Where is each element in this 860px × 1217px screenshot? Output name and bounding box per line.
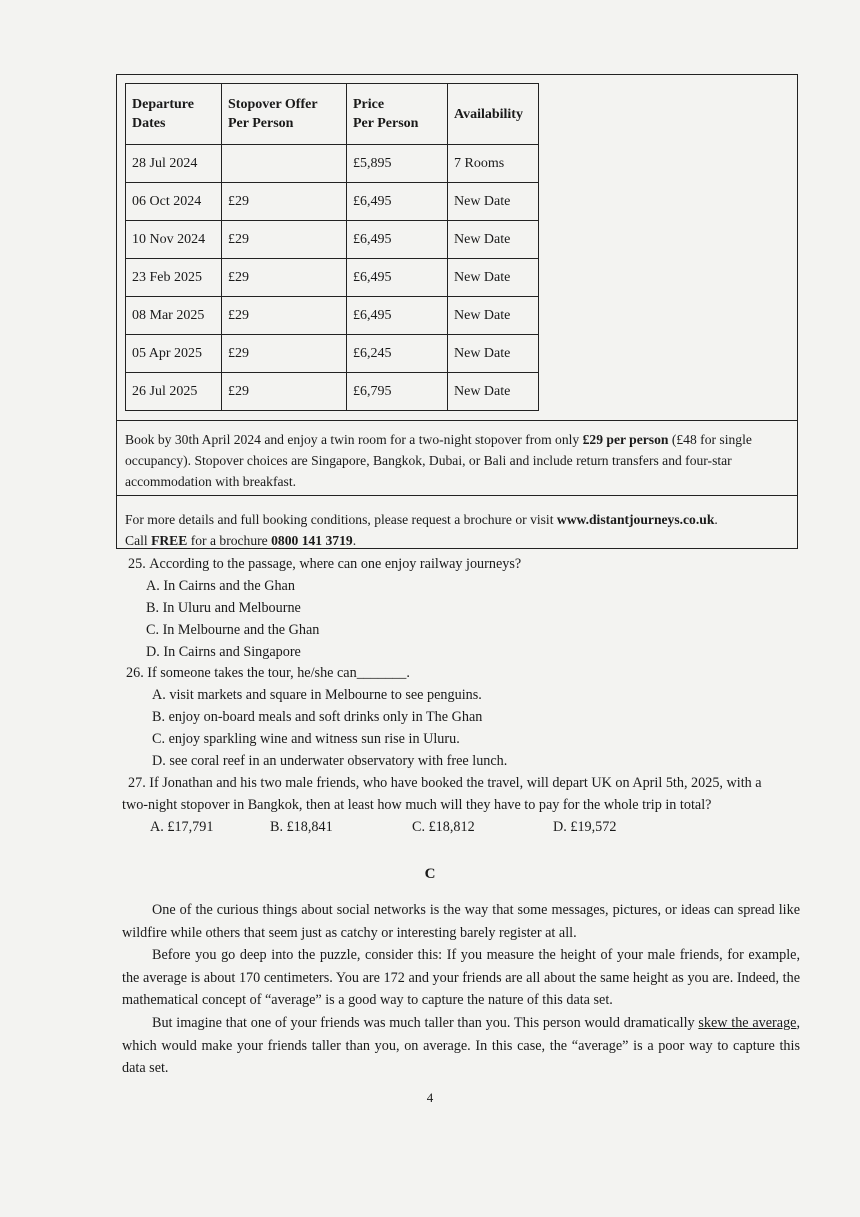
table-row [126, 335, 539, 373]
question-26-option-d: D. see coral reef in an underwater observatory with free lunch. [152, 753, 508, 769]
passage-paragraph-2: Before you go deep into the puzzle, consider this: If you measure the height of your male friends, for example, the average is about 170 centimeters. You are 172 and your friends are all about the same height as you are. Indeed, the mathematical concept of “average” is a good way to capture the nature of this data set. [122, 947, 800, 1008]
table-row [126, 221, 539, 259]
cell-date: 28 Jul 2024 [126, 145, 222, 183]
offer-price: £29 per person [582, 432, 669, 447]
website-link: www.distantjourneys.co.uk [556, 512, 715, 527]
table-header-row [126, 84, 539, 145]
passage-paragraph-3: But imagine that one of your friends was much taller than you. This person would dramatically skew the average, which would make your friends taller than you, on average. In this case, the “average” is a poor way to capture this data set. [122, 1015, 801, 1076]
cell-price: £6,495 [347, 259, 448, 297]
cell-price: £6,495 [347, 297, 448, 335]
cell-stopover: £29 [222, 221, 347, 259]
header-availability: Availability [448, 84, 539, 145]
question-25-option-c: C. In Melbourne and the Ghan [146, 622, 320, 638]
cell-availability: New Date [448, 335, 539, 373]
cell-date: 06 Oct 2024 [126, 183, 222, 221]
section-heading: C [424, 866, 436, 882]
cell-date: 05 Apr 2025 [126, 335, 222, 373]
cell-date: 23 Feb 2025 [126, 259, 222, 297]
question-27-option-b: B. £18,841 [270, 819, 333, 835]
phone-number: 0800 141 3719 [271, 533, 353, 548]
cell-availability: New Date [448, 373, 539, 411]
cell-price: £6,495 [347, 183, 448, 221]
cell-stopover: £29 [222, 335, 347, 373]
question-25-option-a: A. In Cairns and the Ghan [146, 578, 295, 594]
cell-date: 26 Jul 2025 [126, 373, 222, 411]
cell-availability: New Date [448, 259, 539, 297]
stopover-offer-text: Book by 30th April 2024 and enjoy a twin room for a two-night stopover from only £29 per person (£48 for single occupancy). Stopover choices are Singapore, Bangkok, Dubai, or Bali and include return transfers and four-star accommodation with breakfast. [117, 420, 797, 496]
question-27: 27. If Jonathan and his two male friends, who have booked the travel, will depart UK on April 5th, 2025, with a [128, 775, 762, 791]
tour-info-box [116, 74, 798, 549]
underlined-phrase: skew the average [698, 1015, 797, 1031]
cell-stopover: £29 [222, 183, 347, 221]
question-25-option-d: D. In Cairns and Singapore [146, 644, 301, 660]
cell-stopover: £29 [222, 259, 347, 297]
table-row [126, 145, 539, 183]
question-27-option-a: A. £17,791 [150, 819, 214, 835]
departure-table [125, 83, 539, 411]
cell-price: £5,895 [347, 145, 448, 183]
cell-availability: 7 Rooms [448, 145, 539, 183]
cell-date: 10 Nov 2024 [126, 221, 222, 259]
question-26-option-c: C. enjoy sparkling wine and witness sun rise in Uluru. [152, 731, 460, 747]
header-stopover-offer: Stopover Offer Per Person [222, 84, 347, 145]
table-row [126, 297, 539, 335]
booking-contact: For more details and full booking conditions, please request a brochure or visit www.distantjourneys.co.uk. Call FREE for a brochure 0800 141 3719. [125, 512, 718, 548]
cell-price: £6,495 [347, 221, 448, 259]
cell-stopover: £29 [222, 297, 347, 335]
table-row [126, 373, 539, 411]
cell-stopover [222, 145, 347, 183]
cell-date: 08 Mar 2025 [126, 297, 222, 335]
question-26-option-a: A. visit markets and square in Melbourne to see penguins. [152, 687, 482, 703]
header-price: Price Per Person [347, 84, 448, 145]
cell-availability: New Date [448, 183, 539, 221]
cell-price: £6,795 [347, 373, 448, 411]
question-25: 25. According to the passage, where can one enjoy railway journeys? [128, 556, 522, 572]
passage-paragraph-1: One of the curious things about social networks is the way that some messages, pictures, or ideas can spread like wildfire while others that seem just as catchy or interesting barely register at all. [122, 902, 800, 941]
table-row [126, 183, 539, 221]
question-25-option-b: B. In Uluru and Melbourne [146, 600, 301, 616]
table-row [126, 259, 539, 297]
cell-availability: New Date [448, 297, 539, 335]
question-26-option-b: B. enjoy on-board meals and soft drinks only in The Ghan [152, 709, 483, 725]
question-26: 26. If someone takes the tour, he/she can_______. [126, 665, 410, 681]
header-departure-dates: Departure Dates [126, 84, 222, 145]
question-27-continued: two-night stopover in Bangkok, then at least how much will they have to pay for the whole trip in total? [122, 797, 712, 813]
question-27-option-c: C. £18,812 [412, 819, 475, 835]
page-number: 4 [426, 1090, 434, 1105]
cell-price: £6,245 [347, 335, 448, 373]
cell-availability: New Date [448, 221, 539, 259]
cell-stopover: £29 [222, 373, 347, 411]
question-27-option-d: D. £19,572 [553, 819, 617, 835]
